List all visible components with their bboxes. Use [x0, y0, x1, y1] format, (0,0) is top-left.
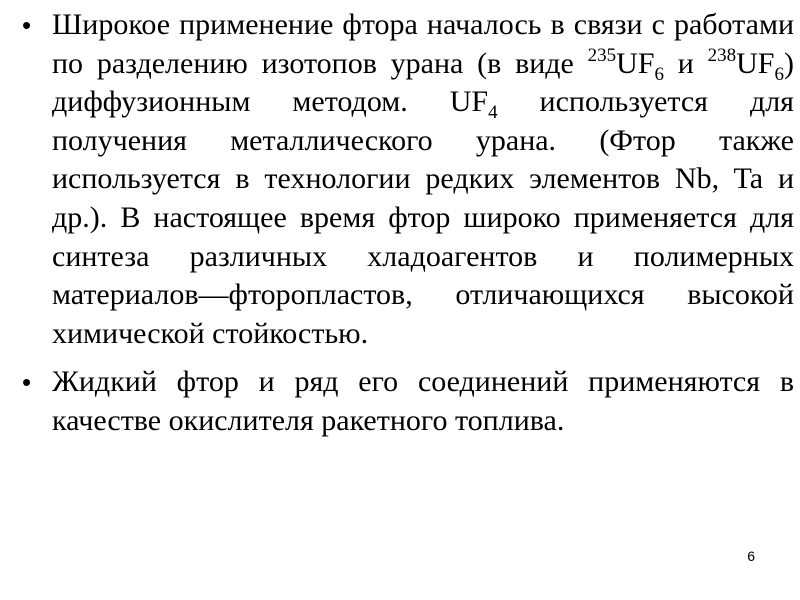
isotope-mass-number: 235	[587, 44, 617, 66]
bullet-item-fluorine-uses	[22, 6, 794, 353]
paragraph-text: ) диффузионным методом.	[52, 46, 794, 119]
paragraph-text: Широкое применение фтора началось в связи с работами по разделению изотопов урана (в виде	[52, 8, 794, 80]
formula-subscript: 6	[654, 63, 665, 85]
chemical-formula: UF	[449, 85, 489, 119]
bullet-list	[22, 6, 794, 441]
isotope-mass-number: 238	[707, 44, 737, 66]
chemical-formula: UF	[616, 46, 655, 80]
connector-text: и	[664, 46, 708, 80]
page-number: 6	[747, 548, 755, 564]
formula-subscript: 6	[774, 63, 784, 85]
bullet-item-rocket-fuel	[22, 363, 794, 440]
chemical-formula: UF	[736, 46, 775, 80]
bullet-mark: •	[22, 10, 32, 40]
formula-subscript: 4	[488, 102, 498, 124]
paragraph-text: Жидкий фтор и ряд его соединений применяются в качестве окислителя ракетного топлива.	[52, 365, 794, 437]
bullet-mark: •	[22, 367, 32, 398]
paragraph-text: используется для получения металлического урана. (Фтор также используется в технологии редких элементов Nb, Ta и др.). В настоящее время фтор широко применяется для синтеза различных хладоагентов и полимерных материалов—фторопластов, отличающихся высокой химической стойкостью.	[52, 85, 794, 350]
